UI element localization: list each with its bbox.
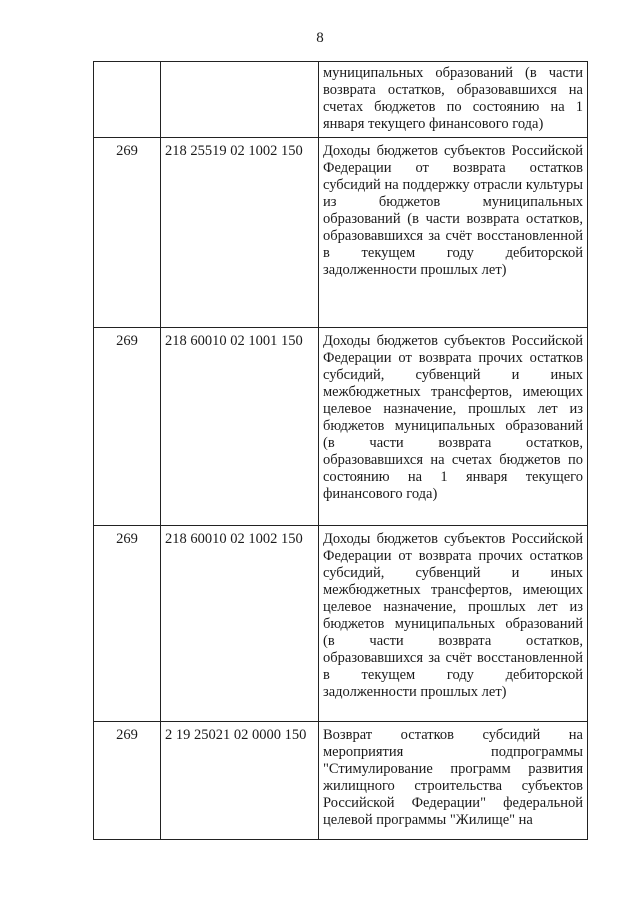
admin-code-cell: [94, 62, 161, 138]
description-cell: Доходы бюджетов субъектов Российской Федерации от возврата остатков субсидий на поддержку отрасли культуры из бюджетов муниципальных образований (в части возврата остатков, образовавшихся за счёт восстановленной в текущем году дебиторской задолженности прошлых лет): [319, 138, 588, 328]
admin-code-cell: 269: [94, 328, 161, 526]
budget-code-cell: [161, 62, 319, 138]
admin-code-cell: 269: [94, 138, 161, 328]
table-row: [94, 722, 588, 840]
description-cell: Возврат остатков субсидий на мероприятия подпрограммы "Стимулирование программ развития жилищного строительства субъектов Российской Федерации" федеральной целевой программы "Жилище" на: [319, 722, 588, 840]
table-row: [94, 328, 588, 526]
description-cell: муниципальных образований (в части возврата остатков, образовавшихся на счетах бюджетов по состоянию на 1 января текущего финансового года): [319, 62, 588, 138]
budget-code-cell: 218 25519 02 1002 150: [161, 138, 319, 328]
budget-codes-table: [93, 61, 588, 840]
budget-code-cell: 2 19 25021 02 0000 150: [161, 722, 319, 840]
table-row: [94, 62, 588, 138]
description-cell: Доходы бюджетов субъектов Российской Федерации от возврата прочих остатков субсидий, субвенций и иных межбюджетных трансфертов, имеющих целевое назначение, прошлых лет из бюджетов муниципальных образований (в части возврата остатков, образовавшихся на счетах бюджетов по состоянию на 1 января текущего финансового года): [319, 328, 588, 526]
table-row: [94, 138, 588, 328]
description-cell: Доходы бюджетов субъектов Российской Федерации от возврата прочих остатков субсидий, субвенций и иных межбюджетных трансфертов, имеющих целевое назначение, прошлых лет из бюджетов муниципальных образований (в части возврата остатков, образовавшихся за счёт восстановленной в текущем году дебиторской задолженности прошлых лет): [319, 526, 588, 722]
table-row: [94, 526, 588, 722]
budget-code-cell: 218 60010 02 1002 150: [161, 526, 319, 722]
admin-code-cell: 269: [94, 722, 161, 840]
page-number: 8: [316, 30, 324, 46]
admin-code-cell: 269: [94, 526, 161, 722]
budget-code-cell: 218 60010 02 1001 150: [161, 328, 319, 526]
